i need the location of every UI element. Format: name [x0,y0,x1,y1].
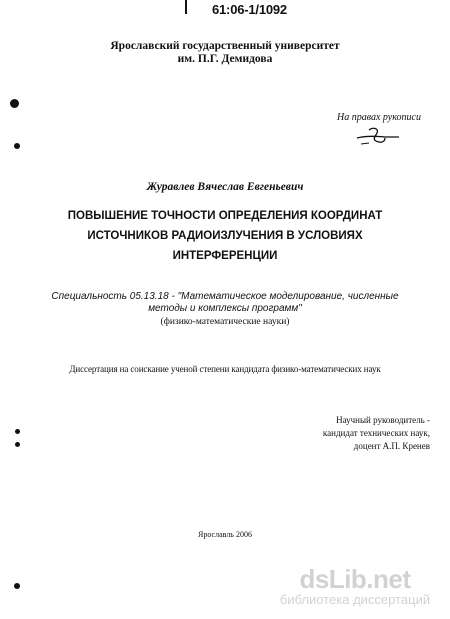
university-name: Ярославский государственный университет [110,40,340,52]
rights-note: На правах рукописи [337,112,421,123]
signature-icon [355,124,405,148]
binding-hole-dot [14,143,20,149]
binding-hole-dot [14,583,20,589]
watermark-logo [265,566,445,608]
watermark-title: dsLib.net [299,564,411,594]
dissertation-note: Диссертация на соискание ученой степени кандидата физико-математических наук [69,364,381,374]
specialty-line: методы и комплексы программ" [148,303,302,314]
thesis-title-line: ИНТЕРФЕРЕНЦИИ [172,250,278,262]
supervisor-role: Научный руководитель - [336,415,430,425]
binding-hole-dot [15,429,20,434]
specialty-line: Специальность 05.13.18 - "Математическое моделирование, численные [51,291,399,302]
supervisor-degree: кандидат технических наук, [322,428,430,438]
document-code: 61:06-1/1092 [212,2,287,17]
margin-line [185,0,187,14]
city-year: Ярославль 2006 [198,530,252,539]
author-name: Журавлев Вячеслав Евгеньевич [146,181,304,193]
binding-hole-dot [10,99,19,108]
binding-hole-dot [15,442,20,447]
supervisor-name: доцент А.П. Кренев [353,441,430,451]
thesis-title-line: ИСТОЧНИКОВ РАДИОИЗЛУЧЕНИЯ В УСЛОВИЯХ [87,230,363,242]
watermark-subtitle: библиотека диссертаций [279,592,431,607]
thesis-title-line: ПОВЫШЕНИЕ ТОЧНОСТИ ОПРЕДЕЛЕНИЯ КООРДИНАТ [67,210,383,222]
university-subtitle: им. П.Г. Демидова [177,53,273,65]
specialty-field: (физико-математические науки) [160,317,290,327]
